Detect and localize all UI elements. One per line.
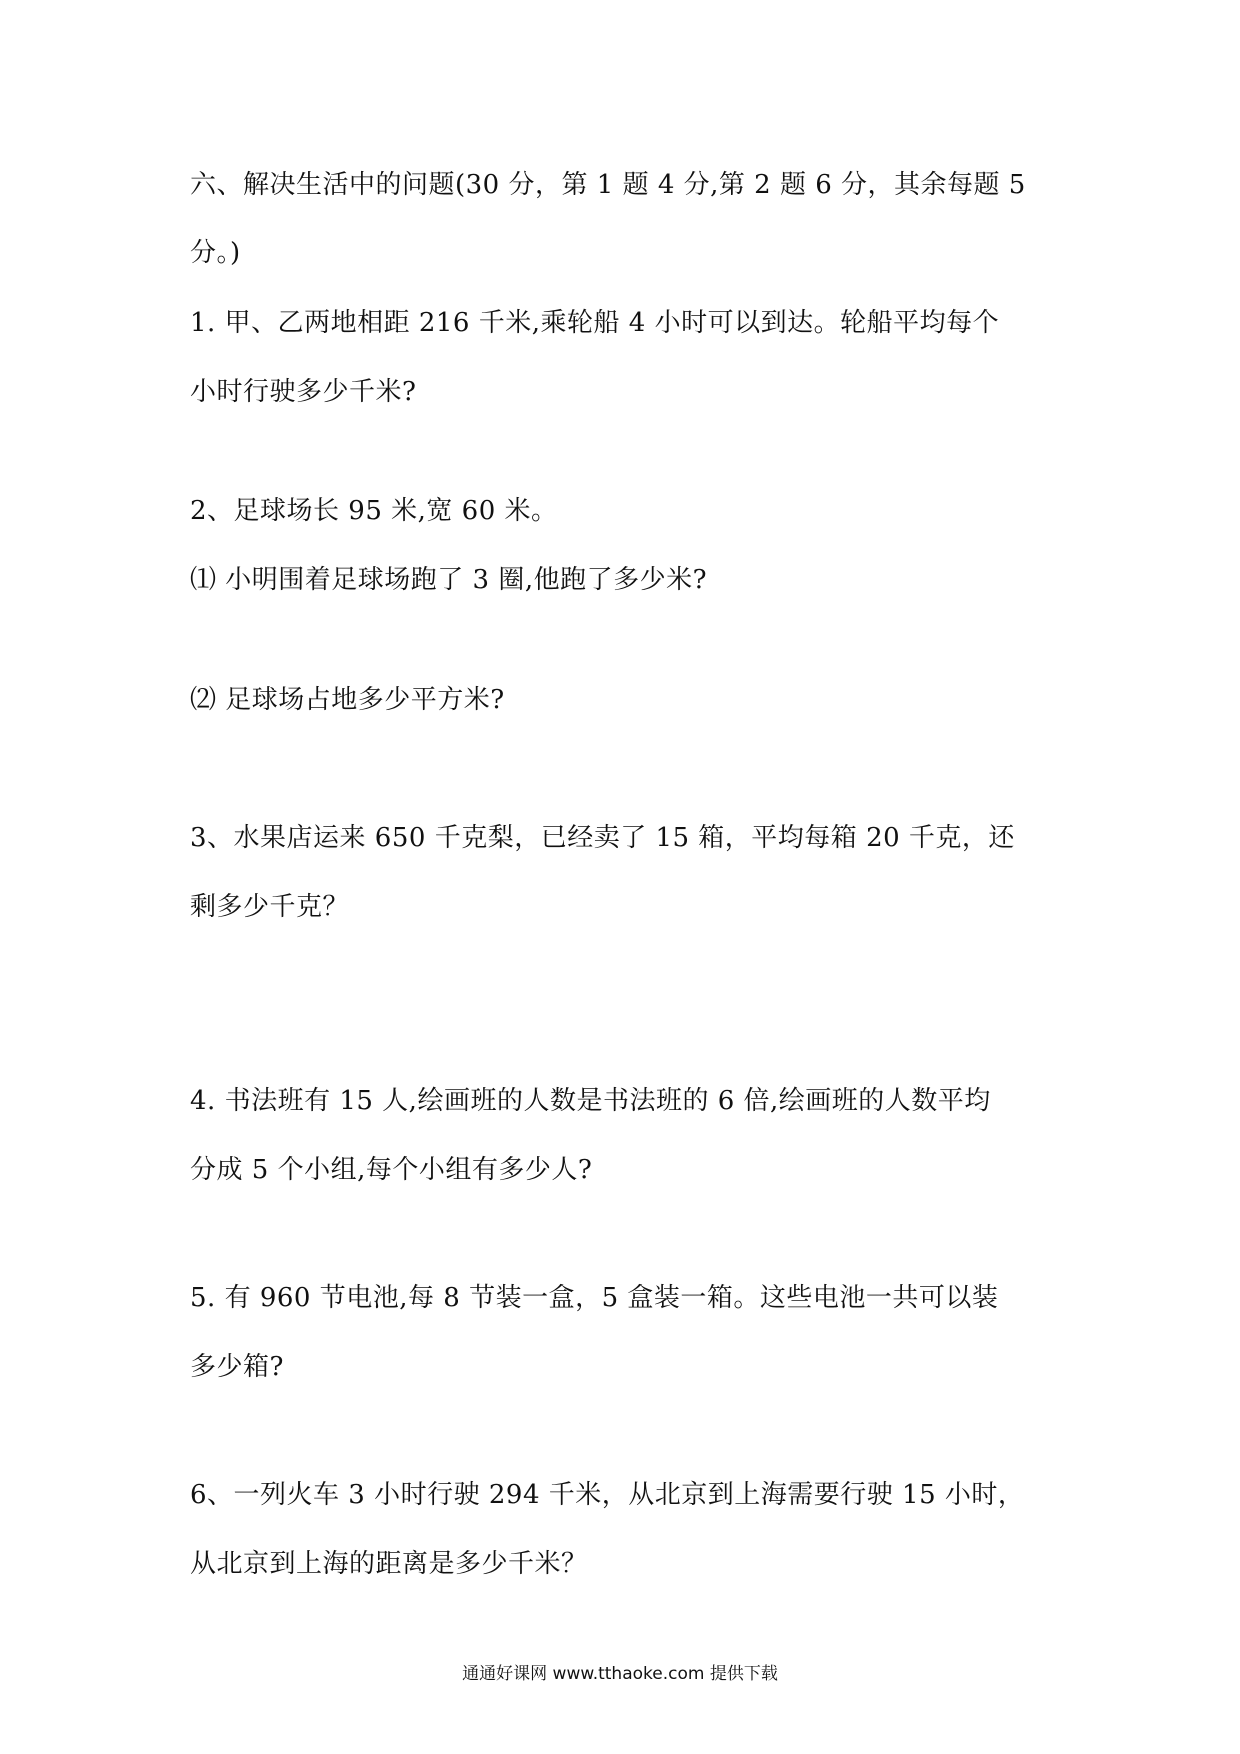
question-1-text: 1. 甲、乙两地相距 216 千米,乘轮船 4 小时可以到达。轮船平均每个 [190,308,1000,338]
question-2-subquestion-1: ⑴ 小明围着足球场跑了 3 圈,他跑了多少米? [190,565,708,595]
question-1-text-continued: 小时行驶多少千米? [190,377,417,407]
question-2-text: 2、足球场长 95 米,宽 60 米。 [190,496,558,526]
footer-credit: 通通好课网 www.tthaoke.com 提供下载 [462,1664,778,1684]
section-heading: 六、解决生活中的问题(30 分，第 1 题 4 分,第 2 题 6 分，其余每题 5 [190,170,1026,200]
question-6-text-continued: 从北京到上海的距离是多少千米？ [190,1549,588,1579]
question-4-text: 4. 书法班有 15 人,绘画班的人数是书法班的 6 倍,绘画班的人数平均 [190,1086,991,1116]
question-5-text-continued: 多少箱? [190,1352,284,1382]
question-4-text-continued: 分成 5 个小组,每个小组有多少人? [190,1155,593,1185]
question-3-text-continued: 剩多少千克？ [190,892,350,922]
section-heading-continued: 分。) [190,238,241,268]
question-6-text: 6、一列火车 3 小时行驶 294 千米，从北京到上海需要行驶 15 小时， [190,1480,1025,1510]
question-5-text: 5. 有 960 节电池,每 8 节装一盒，5 盒装一箱。这些电池一共可以装 [190,1283,999,1313]
question-2-subquestion-2: ⑵ 足球场占地多少平方米? [190,685,505,715]
question-3-text: 3、水果店运来 650 千克梨，已经卖了 15 箱，平均每箱 20 千克，还 [190,823,1015,853]
